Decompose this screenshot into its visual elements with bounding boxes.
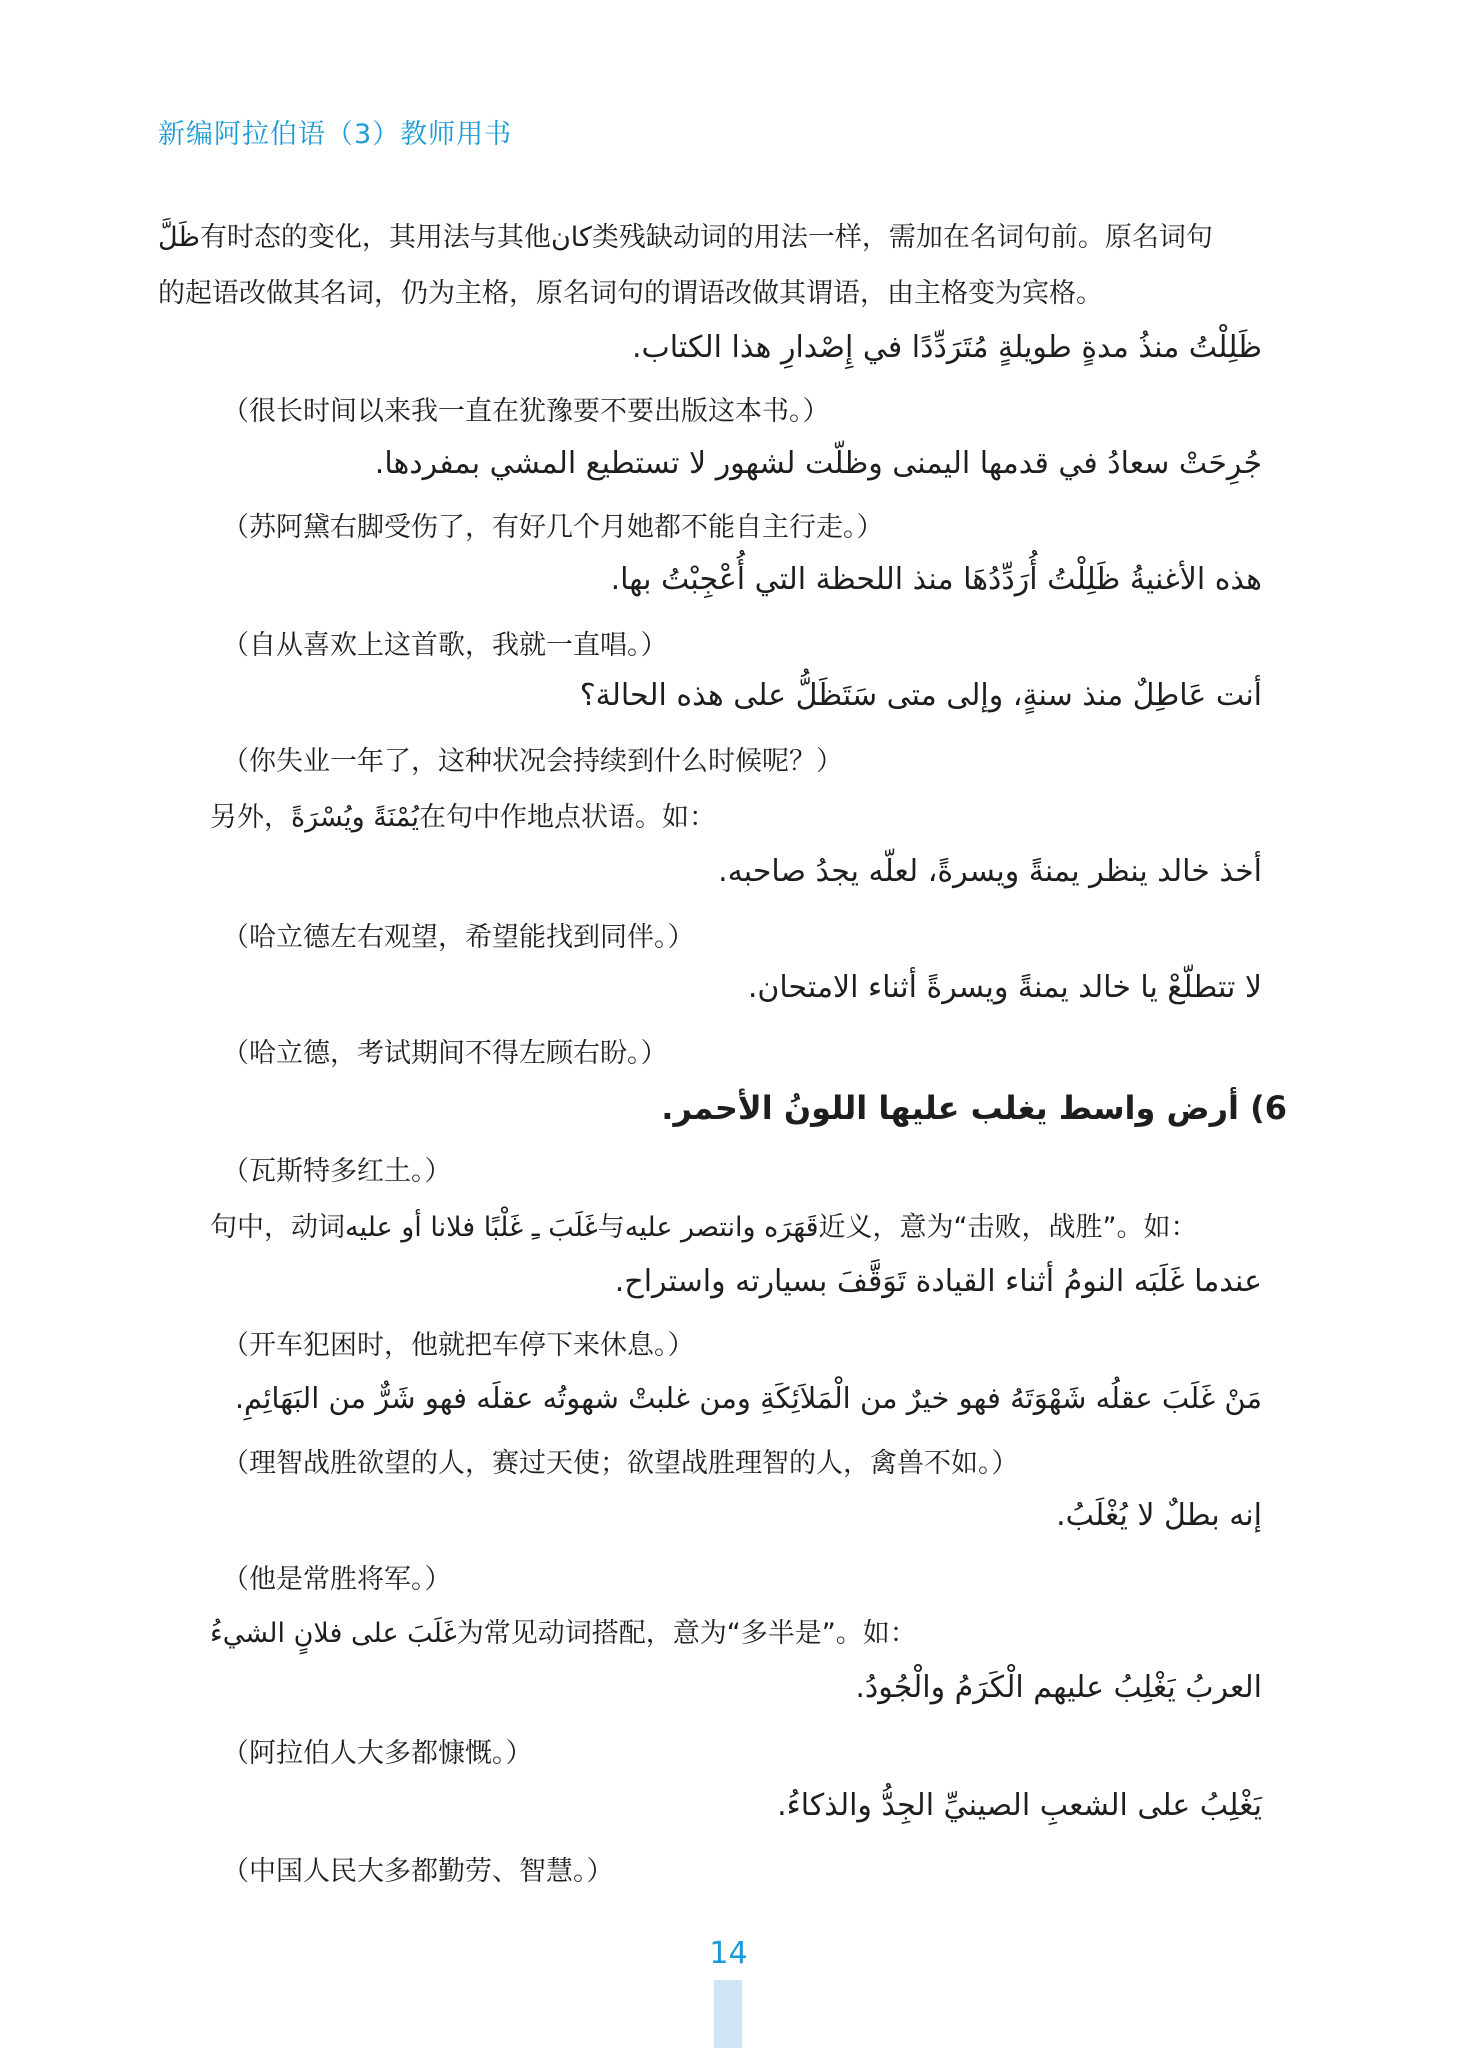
intro-text-part2: 类残缺动词的用法一样，需加在名词句前。原名词句 <box>591 222 1213 253</box>
chinese-translation: （他是常胜将军。） <box>222 1564 452 1595</box>
chinese-translation: （哈立德左右观望，希望能找到同伴。） <box>222 922 695 953</box>
yumna-suffix: 在句中作地点状语。如： <box>419 802 717 833</box>
explanation-prefix: 句中，动词 <box>210 1212 345 1243</box>
intro-text-part1: 有时态的变化，其用法与其他 <box>199 222 551 253</box>
arabic-example: جُرِحَتْ سعادُ في قدمها اليمنى وظلّت لشهور لا تستطيع المشي بمفردها. <box>374 446 1262 481</box>
section-6-explanation <box>210 1208 1198 1248</box>
arabic-example: عندما غَلَبَه النومُ أثناء القيادة تَوَقَّفَ بسيارته واستراح. <box>614 1264 1262 1299</box>
chinese-translation: （苏阿黛右脚受伤了，有好几个月她都不能自主行走。） <box>222 512 884 543</box>
intro-line-1 <box>158 218 1213 258</box>
explanation-suffix: 近义，意为“击败，战胜”。如： <box>818 1212 1198 1243</box>
arabic-collocation: غَلَبَ على فلانٍ الشيءُ <box>210 1618 457 1649</box>
chinese-translation: （哈立德，考试期间不得左顾右盼。） <box>222 1038 668 1069</box>
arabic-term-yumna: يُمْنَةً ويُسْرَةً <box>291 802 420 833</box>
arabic-example: ظَلِلْتُ منذُ مدةٍ طويلةٍ مُتَرَدِّدًا في إِصْدارِ هذا الكتاب. <box>632 330 1262 365</box>
arabic-term-qahara: قَهَرَه وانتصر عليه <box>624 1212 819 1243</box>
arabic-term-zalla: ظَلَّ <box>158 222 200 253</box>
page-number: 14 <box>709 1936 748 1971</box>
chinese-translation: （你失业一年了，这种状况会持续到什么时候呢？） <box>222 746 843 777</box>
chinese-translation: （很长时间以来我一直在犹豫要不要出版这本书。） <box>222 396 830 427</box>
page-tab-marker <box>714 1980 742 2048</box>
section-6-heading: 6) أرض واسط يغلب عليها اللونُ الأحمر. <box>661 1089 1287 1127</box>
collocation-explanation <box>210 1614 917 1654</box>
chinese-translation: （开车犯困时，他就把车停下来休息。） <box>222 1330 695 1361</box>
arabic-example: لا تتطلّعْ يا خالد يمنةً ويسرةً أثناء الامتحان. <box>747 970 1262 1005</box>
collocation-suffix: 为常见动词搭配，意为“多半是”。如： <box>456 1618 917 1649</box>
arabic-term-ghalaba: غَلَبَ ـِ غَلْبًا فلانا أو عليه <box>345 1212 598 1243</box>
arabic-example: إنه بطلٌ لا يُغْلَبُ. <box>1056 1498 1262 1533</box>
yumna-explanation <box>210 798 716 838</box>
arabic-example: أنت عَاطِلٌ منذ سنةٍ، وإلى متى سَتَظَلُّ على هذه الحالة؟ <box>579 678 1262 713</box>
intro-line-2: 的起语改做其名词，仍为主格，原名词句的谓语改做其谓语，由主格变为宾格。 <box>158 278 1103 309</box>
explanation-mid: 与 <box>597 1212 625 1243</box>
chinese-translation: （自从喜欢上这首歌，我就一直唱。） <box>222 630 668 661</box>
arabic-example: أخذ خالد ينظر يمنةً ويسرةً، لعلّه يجدُ صاحبه. <box>718 854 1262 889</box>
arabic-example: العربُ يَغْلِبُ عليهم الْكَرَمُ والْجُودُ. <box>855 1670 1262 1705</box>
chinese-translation: （中国人民大多都勤劳、智慧。） <box>222 1856 614 1887</box>
section-6-translation: （瓦斯特多红土。） <box>222 1156 452 1187</box>
yumna-prefix: 另外， <box>210 802 291 833</box>
chinese-translation: （理智战胜欲望的人，赛过天使；欲望战胜理智的人，禽兽不如。） <box>222 1448 1019 1479</box>
arabic-term-kana: كان <box>550 222 592 253</box>
chinese-translation: （阿拉伯人大多都慷慨。） <box>222 1738 533 1769</box>
running-header: 新编阿拉伯语（3）教师用书 <box>158 119 513 150</box>
arabic-example: يَغْلِبُ على الشعبِ الصينيِّ الجِدُّ والذكاءُ. <box>777 1788 1262 1823</box>
arabic-example: هذه الأغنيةُ ظَلِلْتُ أُرَدِّدُهَا منذ اللحظة التي أُعْجِبْتُ بها. <box>610 562 1262 597</box>
arabic-example: مَنْ غَلَبَ عقلُه شَهْوَتَهُ فهو خيرٌ من الْمَلاَئِكَةِ ومن غلبتْ شهوتُه عقلَه فهو شَرٌّ من البَهَائِمِ. <box>234 1381 1262 1415</box>
